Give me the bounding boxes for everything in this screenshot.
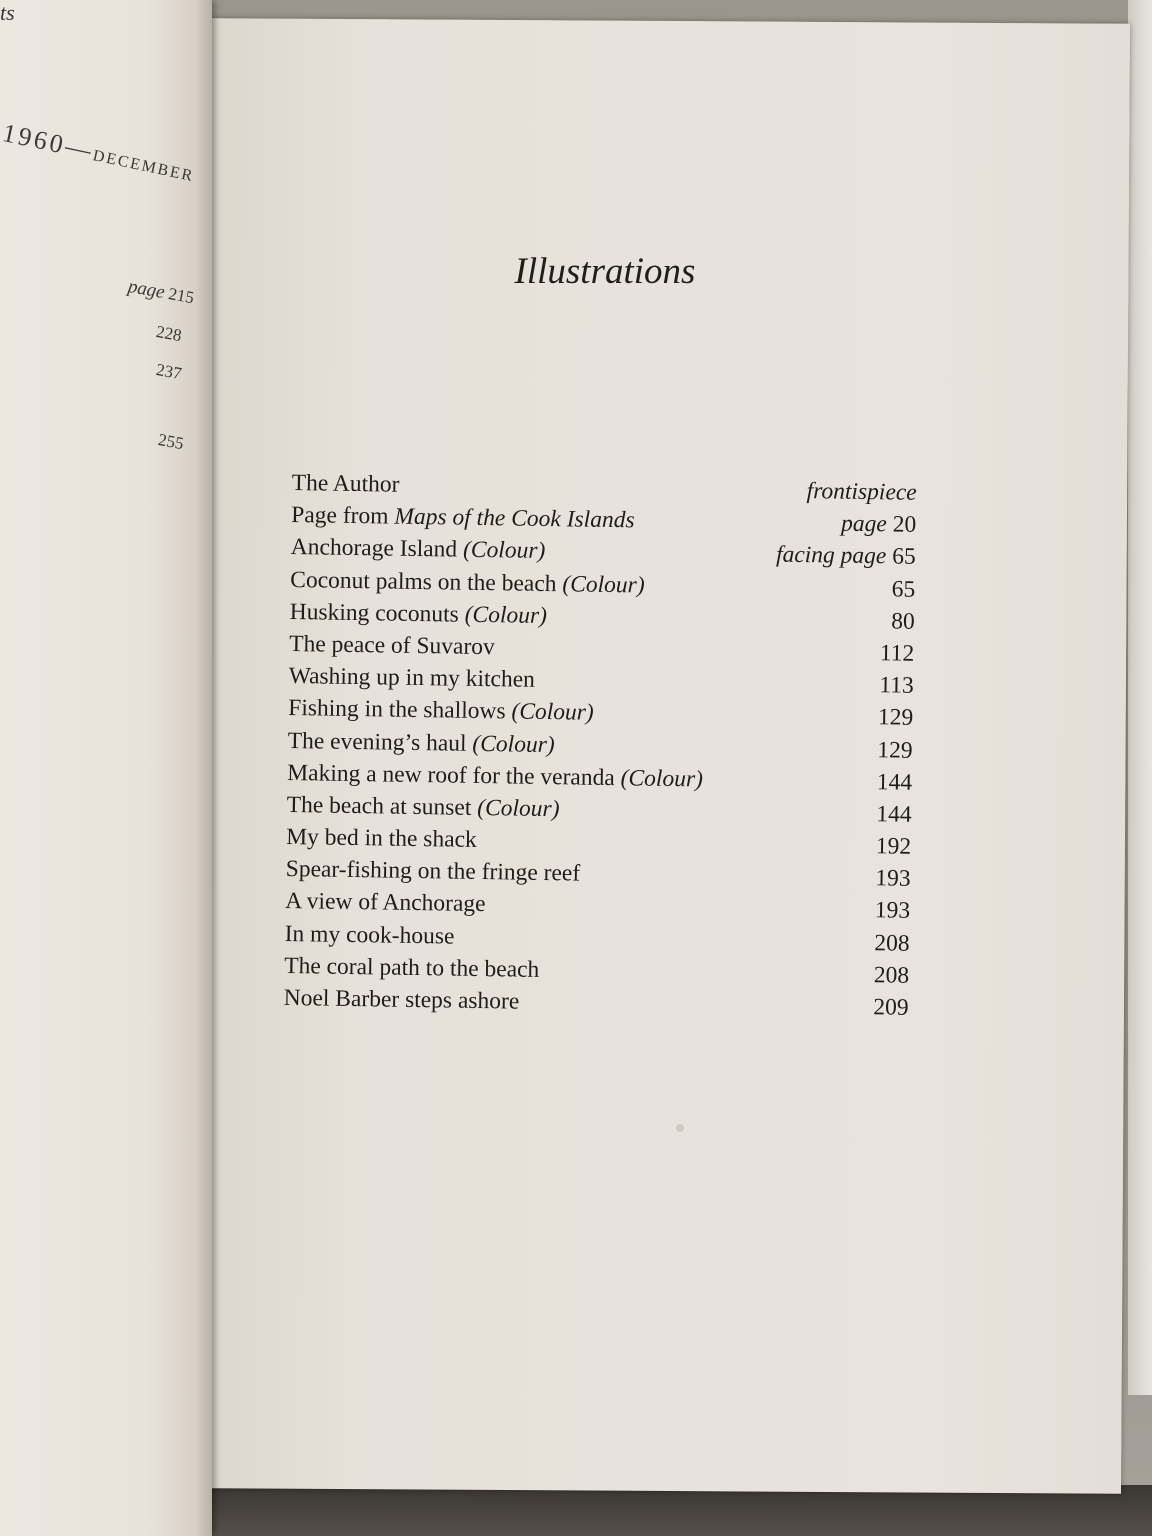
- caption-text: The beach at sunset: [286, 791, 478, 821]
- caption-text: My bed in the shack: [286, 824, 477, 854]
- illustration-caption: [291, 502, 635, 534]
- illustration-page: [841, 511, 916, 539]
- caption-text: Fishing in the shallows: [288, 695, 512, 725]
- caption-text: Spear-fishing on the fringe reef: [285, 856, 581, 887]
- illustration-caption: [285, 888, 486, 918]
- caption-italic-note: (Colour): [511, 698, 594, 727]
- page-number: 129: [877, 704, 914, 732]
- caption-text: Washing up in my kitchen: [288, 663, 536, 693]
- page-number: 112: [879, 640, 915, 667]
- caption-italic-note: (Colour): [464, 601, 548, 629]
- illustrations-list: [283, 470, 917, 1027]
- page-number: 144: [876, 768, 913, 796]
- illustration-page: [776, 542, 916, 571]
- illustration-page: [878, 705, 914, 733]
- caption-text: Husking coconuts: [289, 598, 465, 628]
- page-number: 193: [874, 897, 911, 925]
- book-right-edge: [1128, 0, 1152, 1395]
- page-number: 129: [877, 736, 913, 764]
- page-number: frontispiece: [806, 478, 917, 506]
- caption-italic-note: Maps of the Cook Islands: [394, 503, 635, 534]
- illustration-caption: [286, 824, 477, 854]
- left-page-entry: [126, 276, 195, 309]
- date-month: DECEMBER: [91, 147, 196, 186]
- caption-text: Making a new roof for the veranda: [287, 759, 621, 791]
- illustration-page: [806, 478, 916, 507]
- caption-text: The coral path to the beach: [284, 952, 540, 983]
- caption-italic-note: (Colour): [620, 764, 704, 793]
- date-dash: —: [62, 131, 97, 166]
- illustration-page: [875, 865, 911, 893]
- illustration-caption: [289, 663, 536, 694]
- illustration-caption: [288, 727, 555, 758]
- illustration-caption: [290, 599, 548, 630]
- caption-text: In my cook-house: [284, 920, 455, 950]
- caption-text: A view of Anchorage: [285, 888, 486, 918]
- illustration-page: [877, 737, 913, 765]
- page-number: 113: [879, 672, 914, 699]
- illustration-page: [874, 962, 910, 990]
- illustration-page: [874, 930, 910, 958]
- illustration-caption: [287, 792, 560, 823]
- page-number: 65: [892, 543, 916, 571]
- caption-italic-note: (Colour): [562, 570, 645, 599]
- illustration-caption: [290, 567, 645, 600]
- page-number: 192: [875, 833, 912, 860]
- left-page-number: 237: [154, 360, 184, 384]
- illustration-page: [873, 994, 909, 1022]
- caption-italic-note: (Colour): [472, 730, 555, 758]
- left-page-number: 228: [154, 322, 184, 346]
- illustration-page: [879, 672, 914, 700]
- illustration-caption: [283, 985, 519, 1016]
- page-number: 209: [873, 994, 909, 1021]
- page-number: 193: [875, 865, 911, 893]
- page-number: 20: [892, 511, 917, 538]
- illustration-caption: [292, 470, 400, 499]
- left-page-number: 255: [156, 430, 186, 454]
- page-number: 208: [873, 962, 910, 989]
- page-prefix: facing page: [775, 541, 887, 570]
- paper-spot: [676, 1124, 684, 1132]
- left-page-number: 215: [167, 284, 196, 308]
- left-page: [0, 0, 212, 1536]
- illustration-page: [891, 576, 915, 603]
- caption-text: Coconut palms on the beach: [290, 566, 563, 597]
- date-year: 1960: [0, 118, 69, 160]
- page-prefix: page: [840, 510, 888, 538]
- caption-text: Noel Barber steps ashore: [283, 984, 520, 1015]
- page-number: 208: [874, 929, 910, 957]
- left-page-fragment: ts: [0, 0, 15, 25]
- illustration-caption: [286, 856, 581, 888]
- left-page-date: [0, 118, 198, 188]
- illustration-caption: [287, 760, 703, 794]
- caption-text: The Author: [291, 470, 400, 498]
- caption-text: The peace of Suvarov: [289, 630, 495, 661]
- illustration-page: [876, 833, 912, 861]
- illustration-page: [880, 640, 915, 668]
- page-number: 65: [891, 575, 916, 603]
- page-title: Illustrations: [514, 251, 696, 292]
- caption-italic-note: (Colour): [462, 537, 546, 565]
- illustration-page: [876, 801, 912, 829]
- illustration-caption: [288, 695, 594, 727]
- illustration-page: [877, 769, 913, 797]
- caption-text: Anchorage Island: [290, 534, 464, 564]
- illustration-page: [891, 608, 915, 635]
- left-page-label: page: [126, 276, 167, 304]
- illustration-caption: [291, 534, 546, 565]
- page-number: 144: [876, 801, 912, 828]
- caption-text: Page from: [291, 502, 395, 530]
- illustration-page: [875, 898, 911, 926]
- page-number: 80: [890, 608, 915, 635]
- illustration-caption: [289, 631, 495, 661]
- illustration-caption: [284, 921, 454, 951]
- caption-text: The evening’s haul: [287, 727, 473, 757]
- illustration-caption: [284, 953, 540, 984]
- caption-italic-note: (Colour): [477, 794, 560, 823]
